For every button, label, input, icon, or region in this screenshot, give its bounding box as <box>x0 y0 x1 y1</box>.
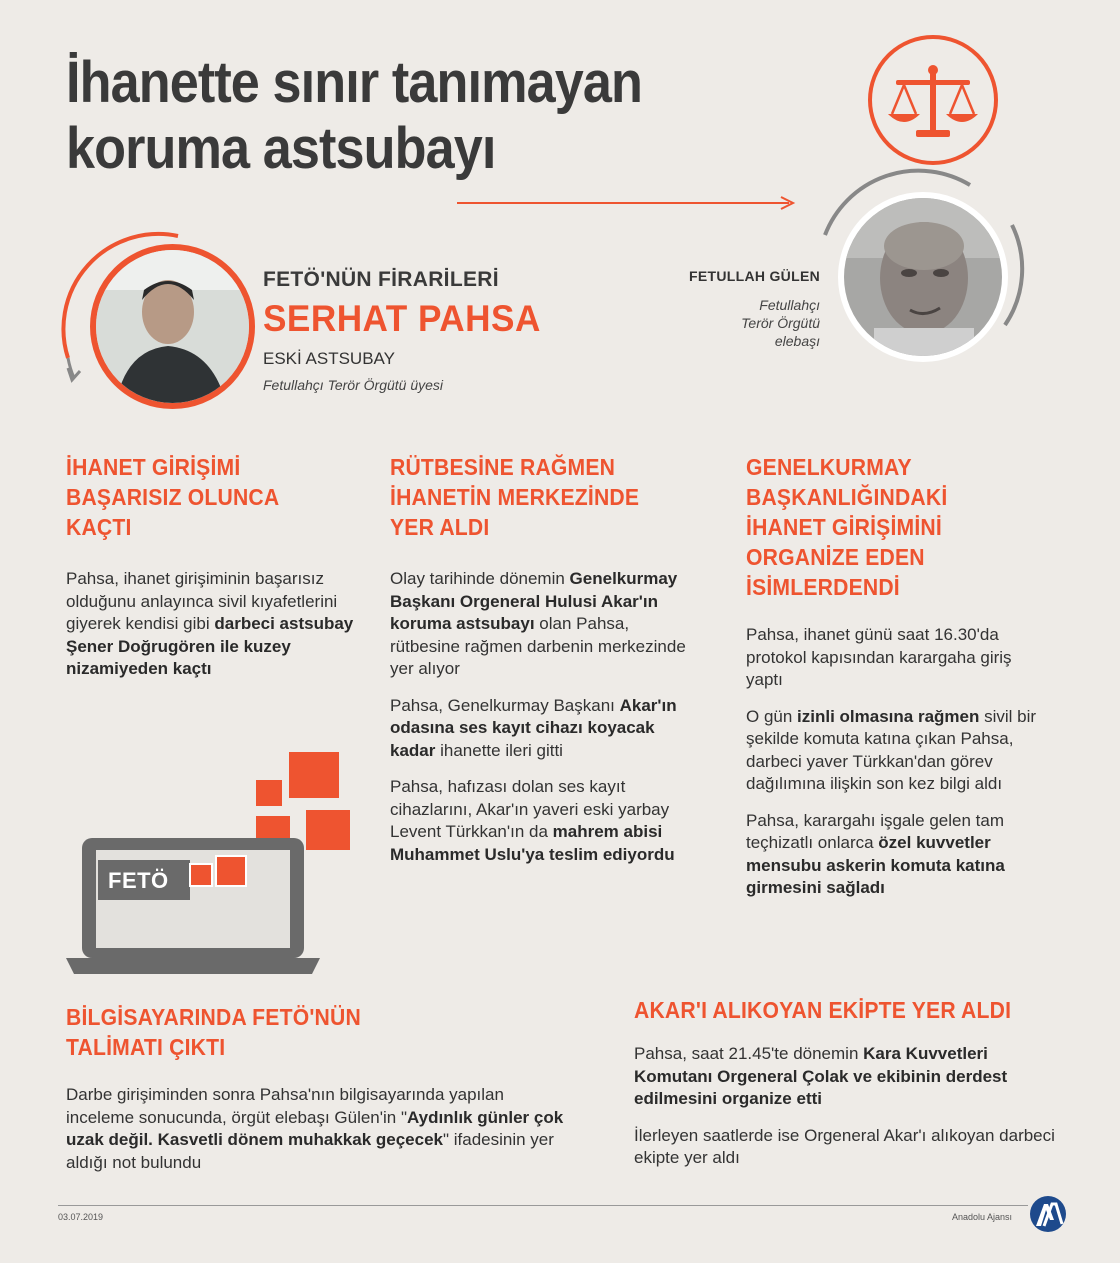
aa-logo-shape <box>1030 1196 1066 1232</box>
section-organizers-paragraph-1: Pahsa, ihanet günü saat 16.30'da protokol kapısından karargaha giriş yaptı <box>746 625 1012 689</box>
section-rank-paragraph-3: Pahsa, hafızası dolan ses kayıt cihazlarını, Akar'ın yaveri eski yarbay Levent Türkkan'ın da mahrem abisi Muhammet Uslu'ya teslim ediyordu <box>390 777 675 864</box>
fetullah-gulen-photo <box>838 192 1008 362</box>
section-escape-heading: İHANET GİRİŞİMİ BAŞARISIZ OLUNCA KAÇTI <box>66 454 280 540</box>
profile-info <box>263 268 555 393</box>
section-escape-paragraph: Pahsa, ihanet girişiminin başarısız olduğunu anlayınca sivil kıyafetlerini giyerek kendisi gibi darbeci astsubay Şener Doğrugören ile kuzey nizamiyeden kaçtı <box>66 569 354 678</box>
laptop-icon <box>62 752 362 982</box>
leader-info <box>640 268 820 350</box>
title-line-1: İhanette sınır tanımayan <box>66 50 642 115</box>
footer-agency: Anadolu Ajansı <box>952 1212 1013 1222</box>
section-rank-paragraph-1: Olay tarihinde dönemin Genelkurmay Başkanı Orgeneral Hulusi Akar'ın koruma astsubayı olan Pahsa, rütbesine rağmen darbenin merkezinde yer alıyor <box>390 569 686 678</box>
scales-of-justice-icon <box>858 30 1008 170</box>
footer-divider <box>58 1205 1028 1206</box>
section-rank-heading: RÜTBESİNE RAĞMEN İHANETİN MERKEZİNDE YER ALDI <box>390 454 640 540</box>
section-rank-paragraph-2: Pahsa, Genelkurmay Başkanı Akar'ın odasına ses kayıt cihazı koyacak kadar ihanette ileri gitti <box>390 695 677 760</box>
arrow-right-icon <box>455 195 800 211</box>
section-detention <box>634 995 1064 1170</box>
title-line-2: koruma astsubayı <box>66 116 496 181</box>
section-computer <box>66 1002 566 1174</box>
footer-date: 03.07.2019 <box>58 1212 104 1222</box>
section-computer-paragraph: Darbe girişiminden sonra Pahsa'nın bilgisayarında yapılan inceleme sonucunda, örgüt elebaşı Gülen'in "Aydınlık günler çok uzak değil. Kasvetli dönem muhakkak geçecek" ifadesinin yer aldığı not bulundu <box>66 1085 564 1172</box>
leader-name: FETULLAH GÜLEN <box>689 268 820 284</box>
section-organizers-heading: GENELKURMAY BAŞKANLIĞINDAKİ İHANET GİRİŞİMİNİ ORGANİZE EDEN İSİMLERDENDİ <box>746 454 948 600</box>
pahsa-portrait <box>96 250 249 403</box>
serhat-pahsa-photo <box>90 244 255 409</box>
profile-name: SERHAT PAHSA <box>263 298 541 339</box>
section-detention-paragraph-1: Pahsa, saat 21.45'te dönemin Kara Kuvvetleri Komutanı Orgeneral Çolak ve ekibinin derdest edilmesini organize etti <box>634 1044 1008 1108</box>
section-detention-heading: AKAR'I ALIKOYAN EKİPTE YER ALDI <box>634 997 1012 1023</box>
aa-logo-icon <box>1030 1196 1066 1232</box>
leader-description: Fetullahçı Terör Örgütü elebaşı <box>741 297 820 349</box>
section-detention-paragraph-2: İlerleyen saatlerde ise Orgeneral Akar'ı alıkoyan darbeci ekipte yer aldı <box>634 1125 1055 1167</box>
section-organizers-paragraph-2: O gün izinli olmasına rağmen sivil bir şekilde komuta katına çıkan Pahsa, darbeci yaver Türkkan'dan görev dağılımına ilişkin son kez bilgi aldı <box>746 706 1037 793</box>
section-organizers <box>746 452 1046 900</box>
laptop-illustration <box>62 752 362 982</box>
section-rank <box>390 452 690 866</box>
gulen-portrait <box>844 198 1002 356</box>
profile-rank: ESKİ ASTSUBAY <box>263 349 395 368</box>
page-title <box>66 50 750 182</box>
profile-affiliation: Fetullahçı Terör Örgütü üyesi <box>263 377 444 393</box>
section-organizers-paragraph-3: Pahsa, karargahı işgale gelen tam teçhizatlı onlarca özel kuvvetler mensubu askerin komuta katına girmesini sağladı <box>746 810 1005 897</box>
profile-category: FETÖ'NÜN FİRARİLERİ <box>263 268 499 291</box>
section-computer-heading: BİLGİSAYARINDA FETÖ'NÜN TALİMATI ÇIKTI <box>66 1004 361 1060</box>
section-escape <box>66 452 356 681</box>
laptop-screen-text: FETÖ <box>108 868 169 893</box>
